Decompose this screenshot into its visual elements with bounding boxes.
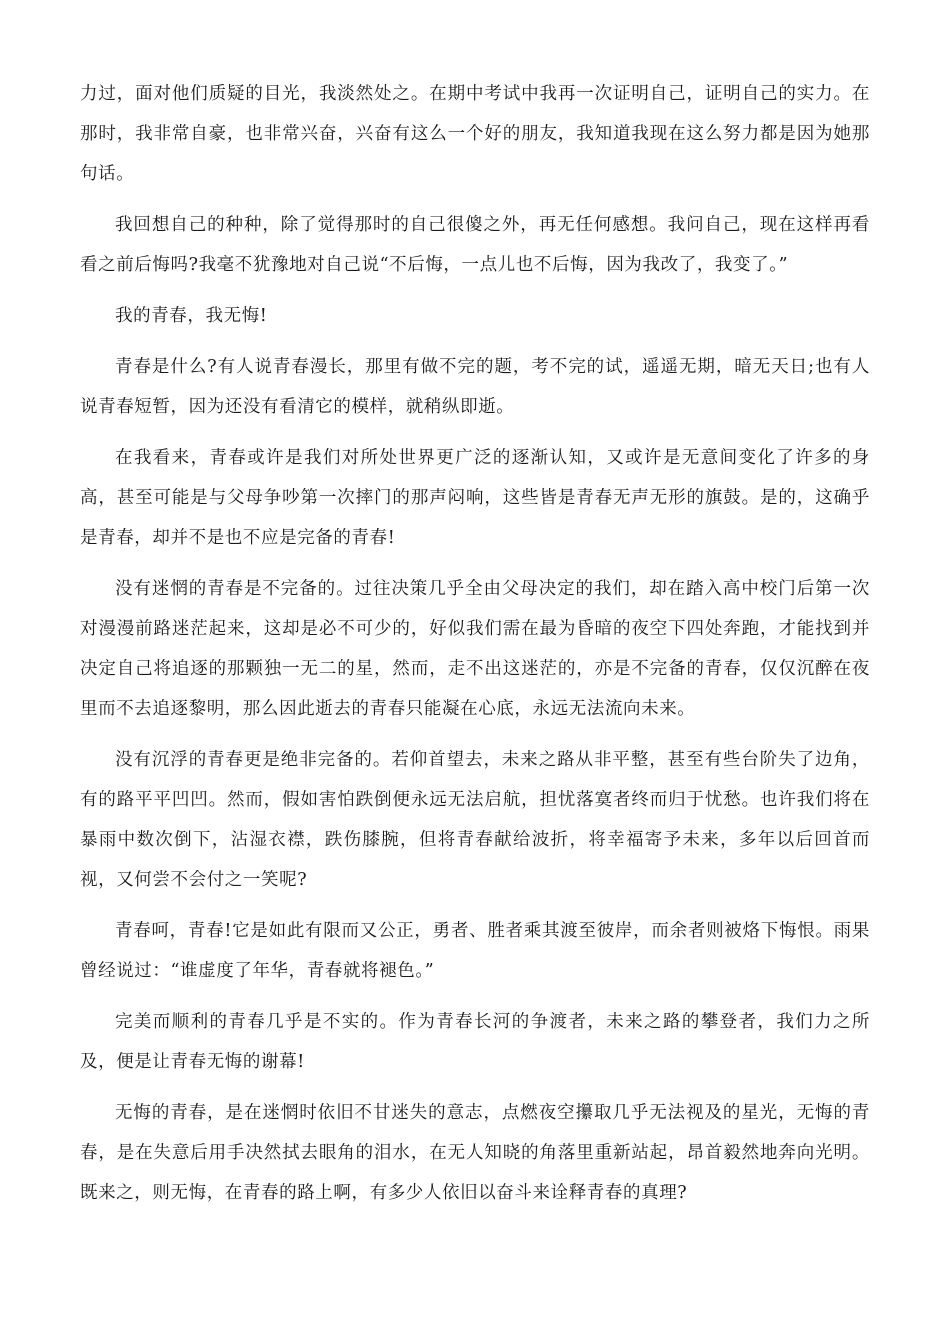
paragraph-4: 青春是什么?有人说青春漫长，那里有做不完的题，考不完的试，遥遥无期，暗无天日;也有人说青春短暂，因为还没有看清它的模样，就稍纵即逝。 — [80, 357, 870, 417]
paragraph-3: 我的青春，我无悔! — [115, 306, 268, 326]
paragraph-10: 无悔的青春，是在迷惘时依旧不甘迷失的意志，点燃夜空攥取几乎无法视及的星光，无悔的青春，是在失意后用手决然拭去眼角的泪水，在无人知晓的角落里重新站起，昂首毅然地奔向光明。既来之，则无悔，在青春的路上啊，有多少人依旧以奋斗来诠释青春的真理? — [80, 1103, 870, 1203]
paragraph-2: 我回想自己的种种，除了觉得那时的自己很傻之外，再无任何感想。我问自己，现在这样再看看之前后悔吗?我毫不犹豫地对自己说“不后悔，一点儿也不后悔，因为我改了，我变了。” — [80, 215, 870, 275]
essay-body — [80, 74, 870, 1224]
paragraph-8: 青春呵，青春!它是如此有限而又公正，勇者、胜者乘其渡至彼岸，而余者则被烙下悔恨。雨果曾经说过：“谁虚度了年华，青春就将褪色。” — [80, 921, 870, 981]
paragraph-6: 没有迷惘的青春是不完备的。过往决策几乎全由父母决定的我们，却在踏入高中校门后第一次对漫漫前路迷茫起来，这却是必不可少的，好似我们需在最为昏暗的夜空下四处奔跑，才能找到并决定自己将追逐的那颗独一无二的星，然而，走不出这迷茫的，亦是不完备的青春，仅仅沉醉在夜里而不去追逐黎明，那么因此逝去的青春只能凝在心底，永远无法流向未来。 — [80, 579, 870, 719]
paragraph-5: 在我看来，青春或许是我们对所处世界更广泛的逐渐认知，又或许是无意间变化了许多的身高，甚至可能是与父母争吵第一次摔门的那声闷响，这些皆是青春无声无形的旗鼓。是的，这确乎是青春，却并不是也不应是完备的青春! — [80, 448, 870, 548]
paragraph-1: 力过，面对他们质疑的目光，我淡然处之。在期中考试中我再一次证明自己，证明自己的实力。在那时，我非常自豪，也非常兴奋，兴奋有这么一个好的朋友，我知道我现在这么努力都是因为她那句话。 — [80, 84, 870, 184]
paragraph-7: 没有沉浮的青春更是绝非完备的。若仰首望去，未来之路从非平整，甚至有些台阶失了边角，有的路平平凹凹。然而，假如害怕跌倒便永远无法启航，担忧落寞者终而归于忧愁。也许我们将在暴雨中数次倒下，沾湿衣襟，跌伤膝腕，但将青春献给波折，将幸福寄予未来，多年以后回首而视，又何尝不会付之一笑呢? — [80, 750, 870, 890]
paragraph-9: 完美而顺利的青春几乎是不实的。作为青春长河的争渡者，未来之路的攀登者，我们力之所及，便是让青春无悔的谢幕! — [80, 1012, 870, 1072]
